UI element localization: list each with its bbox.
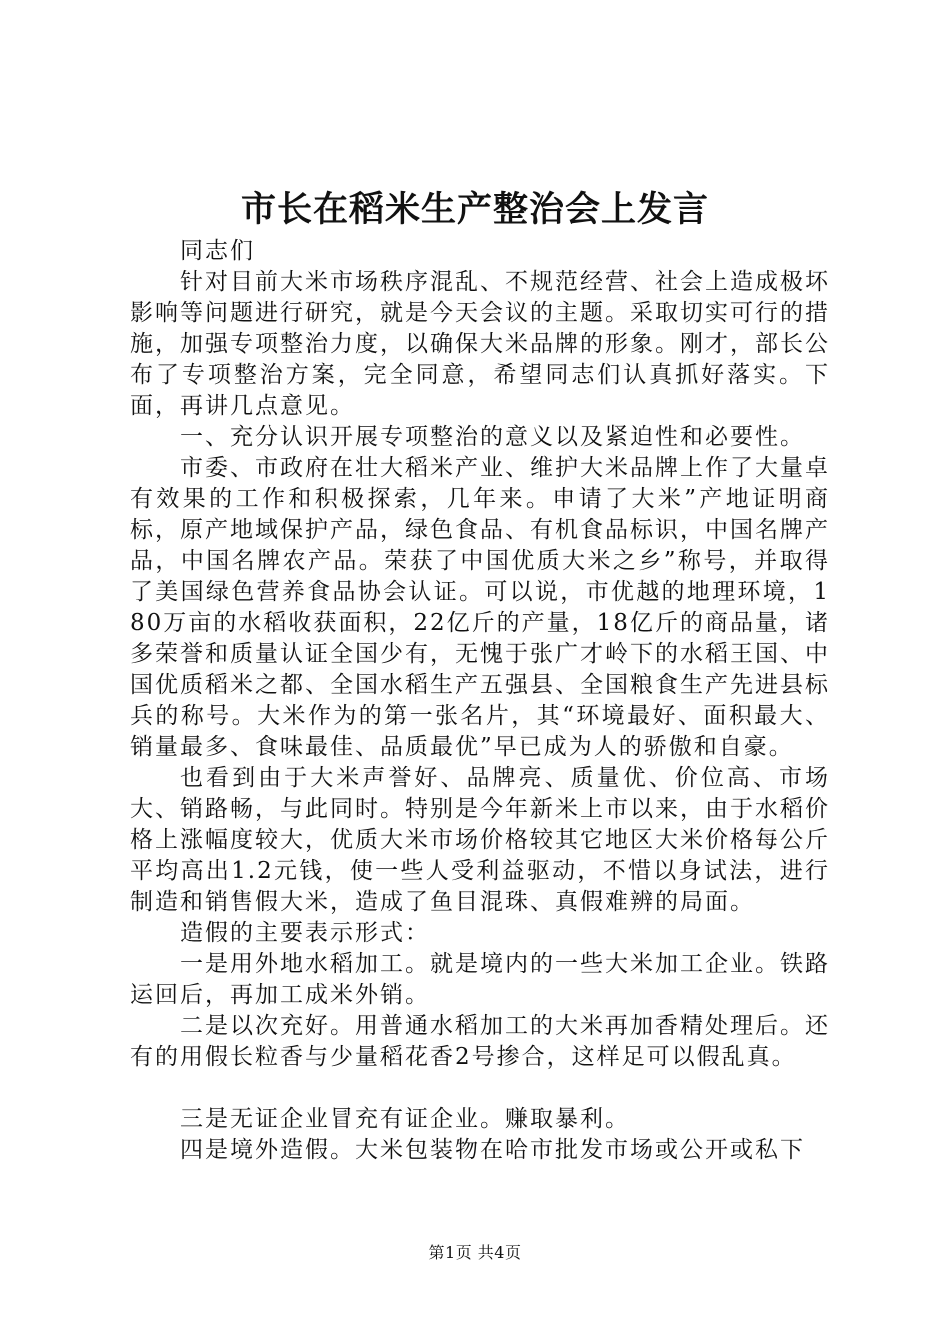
salutation: 同志们	[180, 238, 255, 264]
section-heading-1: 一、充分认识开展专项整治的意义以及紧迫性和必要性。	[180, 424, 805, 450]
paragraph-problems: 也看到由于大米声誉好、品牌亮、质量优、价位高、市场大、销路畅，与此同时。特别是今年新米上市以来，由于水稻价格上涨幅度较大，优质大米市场价格较其它地区大米价格每公斤平均高出1.2元钱，使一些人受利益驱动，不惜以身试法，进行制造和销售假大米，造成了鱼目混珠、真假难辨的局面。	[130, 765, 830, 915]
form-item-2: 二是以次充好。用普通水稻加工的大米再加香精处理后。还有的用假长粒香与少量稻花香2号掺合，这样足可以假乱真。	[130, 1013, 830, 1070]
document-body	[130, 236, 830, 1166]
forms-heading: 造假的主要表示形式：	[180, 920, 430, 946]
form-item-3: 三是无证企业冒充有证企业。赚取暴利。	[180, 1106, 630, 1132]
page-footer: 第1页 共4页	[428, 1243, 522, 1262]
document-title: 市长在稻米生产整治会上发言	[240, 189, 709, 230]
form-item-1: 一是用外地水稻加工。就是境内的一些大米加工企业。铁路运回后，再加工成米外销。	[130, 951, 830, 1008]
paragraph-intro: 针对目前大米市场秩序混乱、不规范经营、社会上造成极坏影响等问题进行研究，就是今天会议的主题。采取切实可行的措施，加强专项整治力度，以确保大米品牌的形象。刚才，部长公布了专项整治方案，完全同意，希望同志们认真抓好落实。下面，再讲几点意见。	[130, 269, 830, 419]
form-item-4: 四是境外造假。大米包装物在哈市批发市场或公开或私下	[180, 1137, 805, 1163]
paragraph-achievements: 市委、市政府在壮大稻米产业、维护大米品牌上作了大量卓有效果的工作和积极探索，几年来。申请了大米”产地证明商标，原产地域保护产品，绿色食品、有机食品标识，中国名牌产品，中国名牌农产品。荣获了中国优质大米之乡”称号，并取得了美国绿色营养食品协会认证。可以说，市优越的地理环境，180万亩的水稻收获面积，22亿斤的产量，18亿斤的商品量，诸多荣誉和质量认证全国少有，无愧于张广才岭下的水稻王国、中国优质稻米之都、全国水稻生产五强县、全国粮食生产先进县标兵的称号。大米作为的第一张名片，其“环境最好、面积最大、销量最多、食味最佳、品质最优”早已成为人的骄傲和自豪。	[130, 455, 830, 760]
